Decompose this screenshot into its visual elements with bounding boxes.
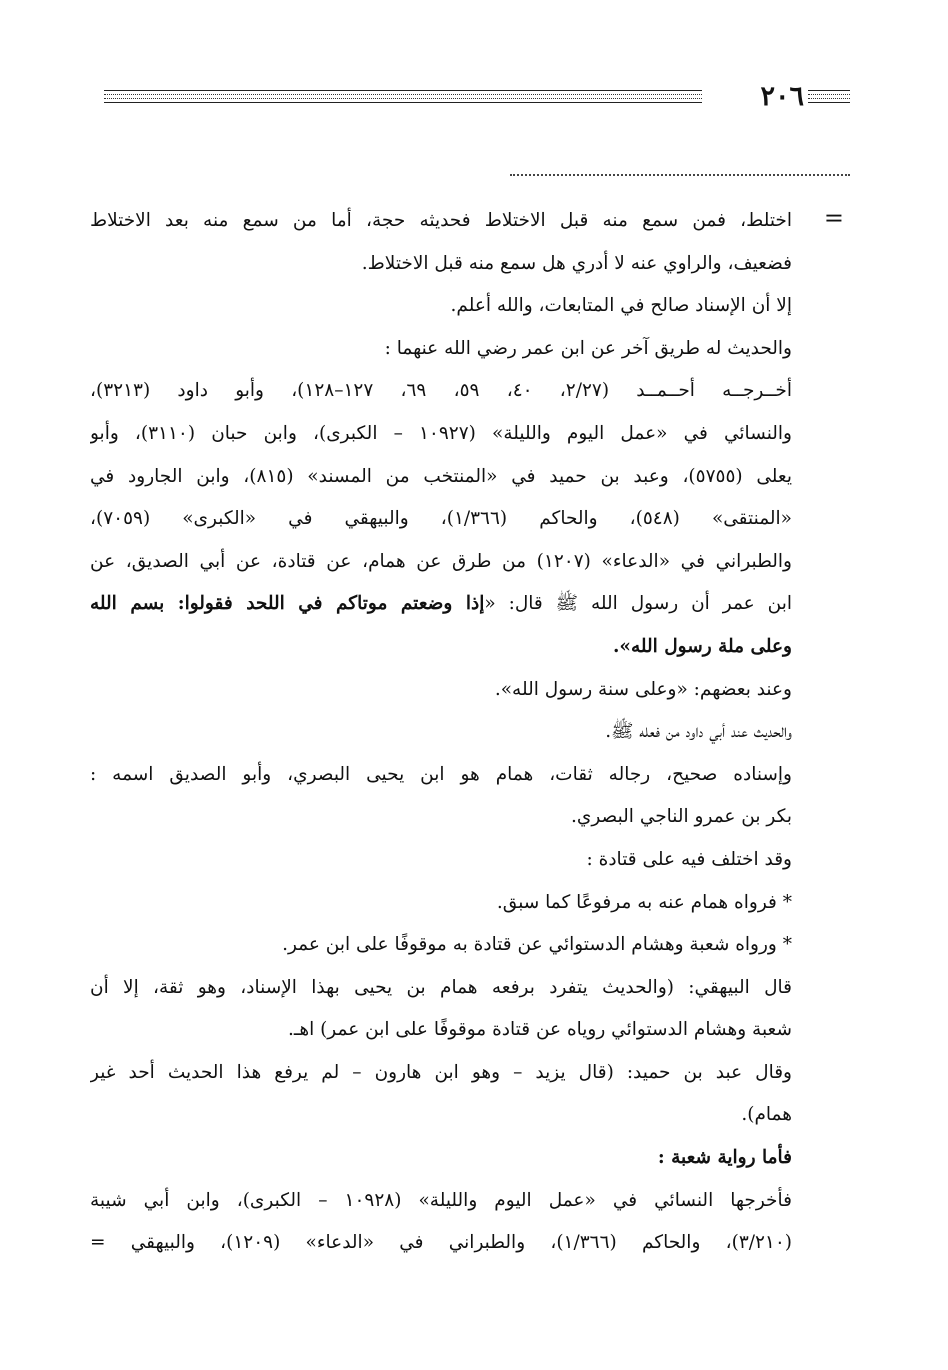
footnote-body — [90, 200, 792, 1265]
text-line — [90, 583, 792, 626]
text-line: بكر بن عمرو الناجي البصري. — [570, 806, 792, 828]
page-number: ٢٠٦ — [760, 81, 804, 112]
hadith-text: إذا وضعتم موتاكم في اللحد فقولوا: بسم الله — [90, 593, 485, 615]
text-line: همام). — [741, 1104, 792, 1126]
text-line: (٣/٢١٠)، والحاكم (١/٣٦٦)، والطبراني في «الدعاء» (١٢٠٩)، والبيهقي = — [90, 1232, 792, 1254]
text-line: والطبراني في «الدعاء» (١٢٠٧) من طرق عن همام، عن قتادة، عن أبي الصديق، عن — [90, 550, 792, 572]
text-line: فأخرجها النسائي في «عمل اليوم والليلة» (١٠٩٢٨ – الكبرى)، وابن أبي شيبة — [90, 1189, 792, 1211]
text-line: وعند بعضهم: «وعلى سنة رسول الله». — [494, 678, 792, 700]
page-header — [104, 78, 850, 118]
text-line: أخــرجــه أحــمــد (٢/٢٧، ٤٠، ٥٩، ٦٩، ١٢٧–١٢٨)، وأبو داود (٣٢١٣)، — [90, 380, 792, 402]
text-line: وإسناده صحيح، رجاله ثقات، همام هو ابن يحيى البصري، وأبو الصديق اسمه : — [90, 763, 792, 785]
text-line: شعبة وهشام الدستوائي روياه عن قتادة موقوفًا على ابن عمر) اهـ. — [288, 1019, 792, 1041]
footnote-separator — [510, 174, 850, 176]
header-rule-right — [808, 90, 850, 104]
text-line: يعلى (٥٧٥٥)، وعبد بن حميد في «المنتخب من المسند» (٨١٥)، وابن الجارود في — [90, 465, 792, 487]
text-line: فضعيف، والراوي عنه لا أدري هل سمع منه قبل الاختلاط. — [361, 252, 792, 274]
text-line: فأما رواية شعبة : — [657, 1147, 792, 1169]
continuation-marker: = — [823, 204, 844, 232]
header-rule-left — [104, 90, 702, 104]
text-line: والحديث له طريق آخر عن ابن عمر رضي الله عنهما : — [384, 337, 792, 359]
text-line: * فرواه همام عنه به مرفوعًا كما سبق. — [496, 891, 792, 913]
text-line: إلا أن الإسناد صالح في المتابعات، والله أعلم. — [450, 295, 792, 317]
text-line: والنسائي في «عمل اليوم والليلة» (١٠٩٢٧ – الكبرى)، وابن حبان (٣١١٠)، وأبو — [90, 422, 792, 444]
text-line: وعلى ملة رسول الله». — [612, 635, 792, 657]
text-segment: ابن عمر أن رسول الله ﷺ قال: « — [484, 593, 792, 615]
text-line: وقد اختلف فيه على قتادة : — [586, 848, 792, 870]
text-line: قال البيهقي: (والحديث يتفرد برفعه همام بن يحيى بهذا الإسناد، وهو ثقة، إلا أن — [90, 976, 792, 998]
text-line: * ورواه شعبة وهشام الدستوائي عن قتادة به موقوفًا على ابن عمر. — [282, 934, 792, 956]
text-line: والحديث عند أبي داود من فعله ﷺ. — [605, 721, 792, 743]
text-line: «المنتقى» (٥٤٨)، والحاكم (١/٣٦٦)، والبيهقي في «الكبرى» (٧٠٥٩)، — [90, 508, 792, 530]
text-line: وقال عبد بن حميد: (قال يزيد – وهو ابن هارون – لم يرفع هذا الحديث أحد غير — [90, 1061, 792, 1083]
text-line: اختلط، فمن سمع منه قبل الاختلاط فحديثه حجة، أما من سمع منه بعد الاختلاط — [90, 210, 792, 231]
